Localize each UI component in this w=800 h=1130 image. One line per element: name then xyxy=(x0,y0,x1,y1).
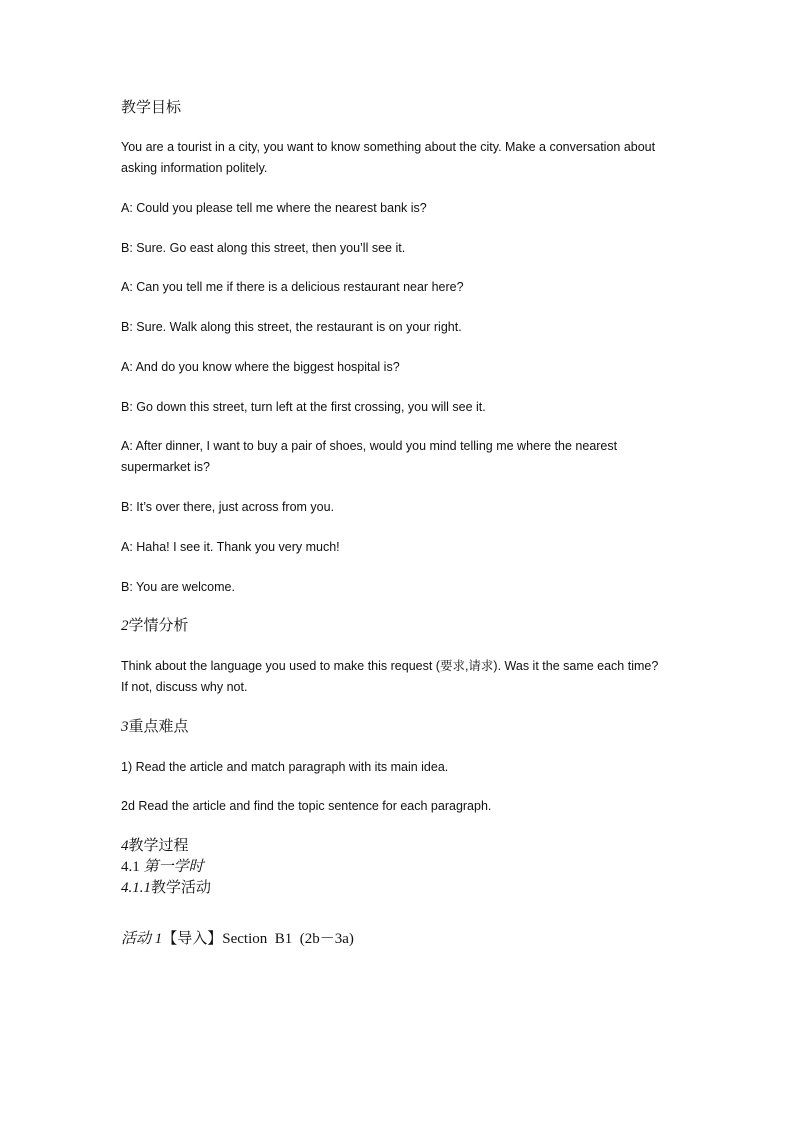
section-title: 教学活动 xyxy=(151,880,212,896)
section-number: 4 xyxy=(121,838,129,854)
section-number: 4.1 xyxy=(121,859,144,875)
dialogue-line: A: Haha! I see it. Thank you very much! xyxy=(121,540,340,554)
section-4-1-heading xyxy=(121,857,661,878)
section-2-heading xyxy=(121,616,661,637)
section-number: 3 xyxy=(121,719,129,735)
section-title: 学情分析 xyxy=(128,618,189,634)
dialogue-line: A: And do you know where the biggest hospital is? xyxy=(121,360,400,374)
dialogue-line: B: Sure. Go east along this street, then you’ll see it. xyxy=(121,241,406,255)
intro-paragraph: You are a tourist in a city, you want to know something about the city. Make a conversation about asking information politely. xyxy=(121,140,656,175)
section-4-1-1-heading xyxy=(121,878,661,899)
key-point-item: 1) Read the article and match paragraph with its main idea. xyxy=(121,760,449,774)
dialogue-line: A: After dinner, I want to buy a pair of shoes, would you mind telling me where the nearest supermarket is? xyxy=(121,439,618,474)
section-3-heading xyxy=(121,717,661,738)
heading-objectives: 教学目标 xyxy=(121,100,182,116)
activity-heading xyxy=(121,929,661,950)
dialogue-line: A: Could you please tell me where the nearest bank is? xyxy=(121,201,427,215)
section-title: 第一学时 xyxy=(143,859,204,875)
activity-text: 【导入】Section B1 (2b－3a) xyxy=(162,931,354,947)
section-number: 4.1.1 xyxy=(121,880,151,896)
section-number: 2 xyxy=(121,618,129,634)
section-title: 重点难点 xyxy=(128,719,189,735)
section-2-paragraph: Think about the language you used to make this request (要求,请求). Was it the same each time? If not, discuss why not. xyxy=(121,659,659,694)
dialogue-line: B: Go down this street, turn left at the first crossing, you will see it. xyxy=(121,400,486,414)
section-4-heading xyxy=(121,836,661,857)
dialogue-line: B: You are welcome. xyxy=(121,580,235,594)
activity-label: 活动 1 xyxy=(121,931,163,947)
dialogue-line: A: Can you tell me if there is a delicious restaurant near here? xyxy=(121,280,464,294)
dialogue-line: B: Sure. Walk along this street, the restaurant is on your right. xyxy=(121,320,462,334)
dialogue-line: B: It’s over there, just across from you. xyxy=(121,500,335,514)
section-title: 教学过程 xyxy=(128,838,189,854)
key-point-item: 2d Read the article and find the topic sentence for each paragraph. xyxy=(121,799,492,813)
